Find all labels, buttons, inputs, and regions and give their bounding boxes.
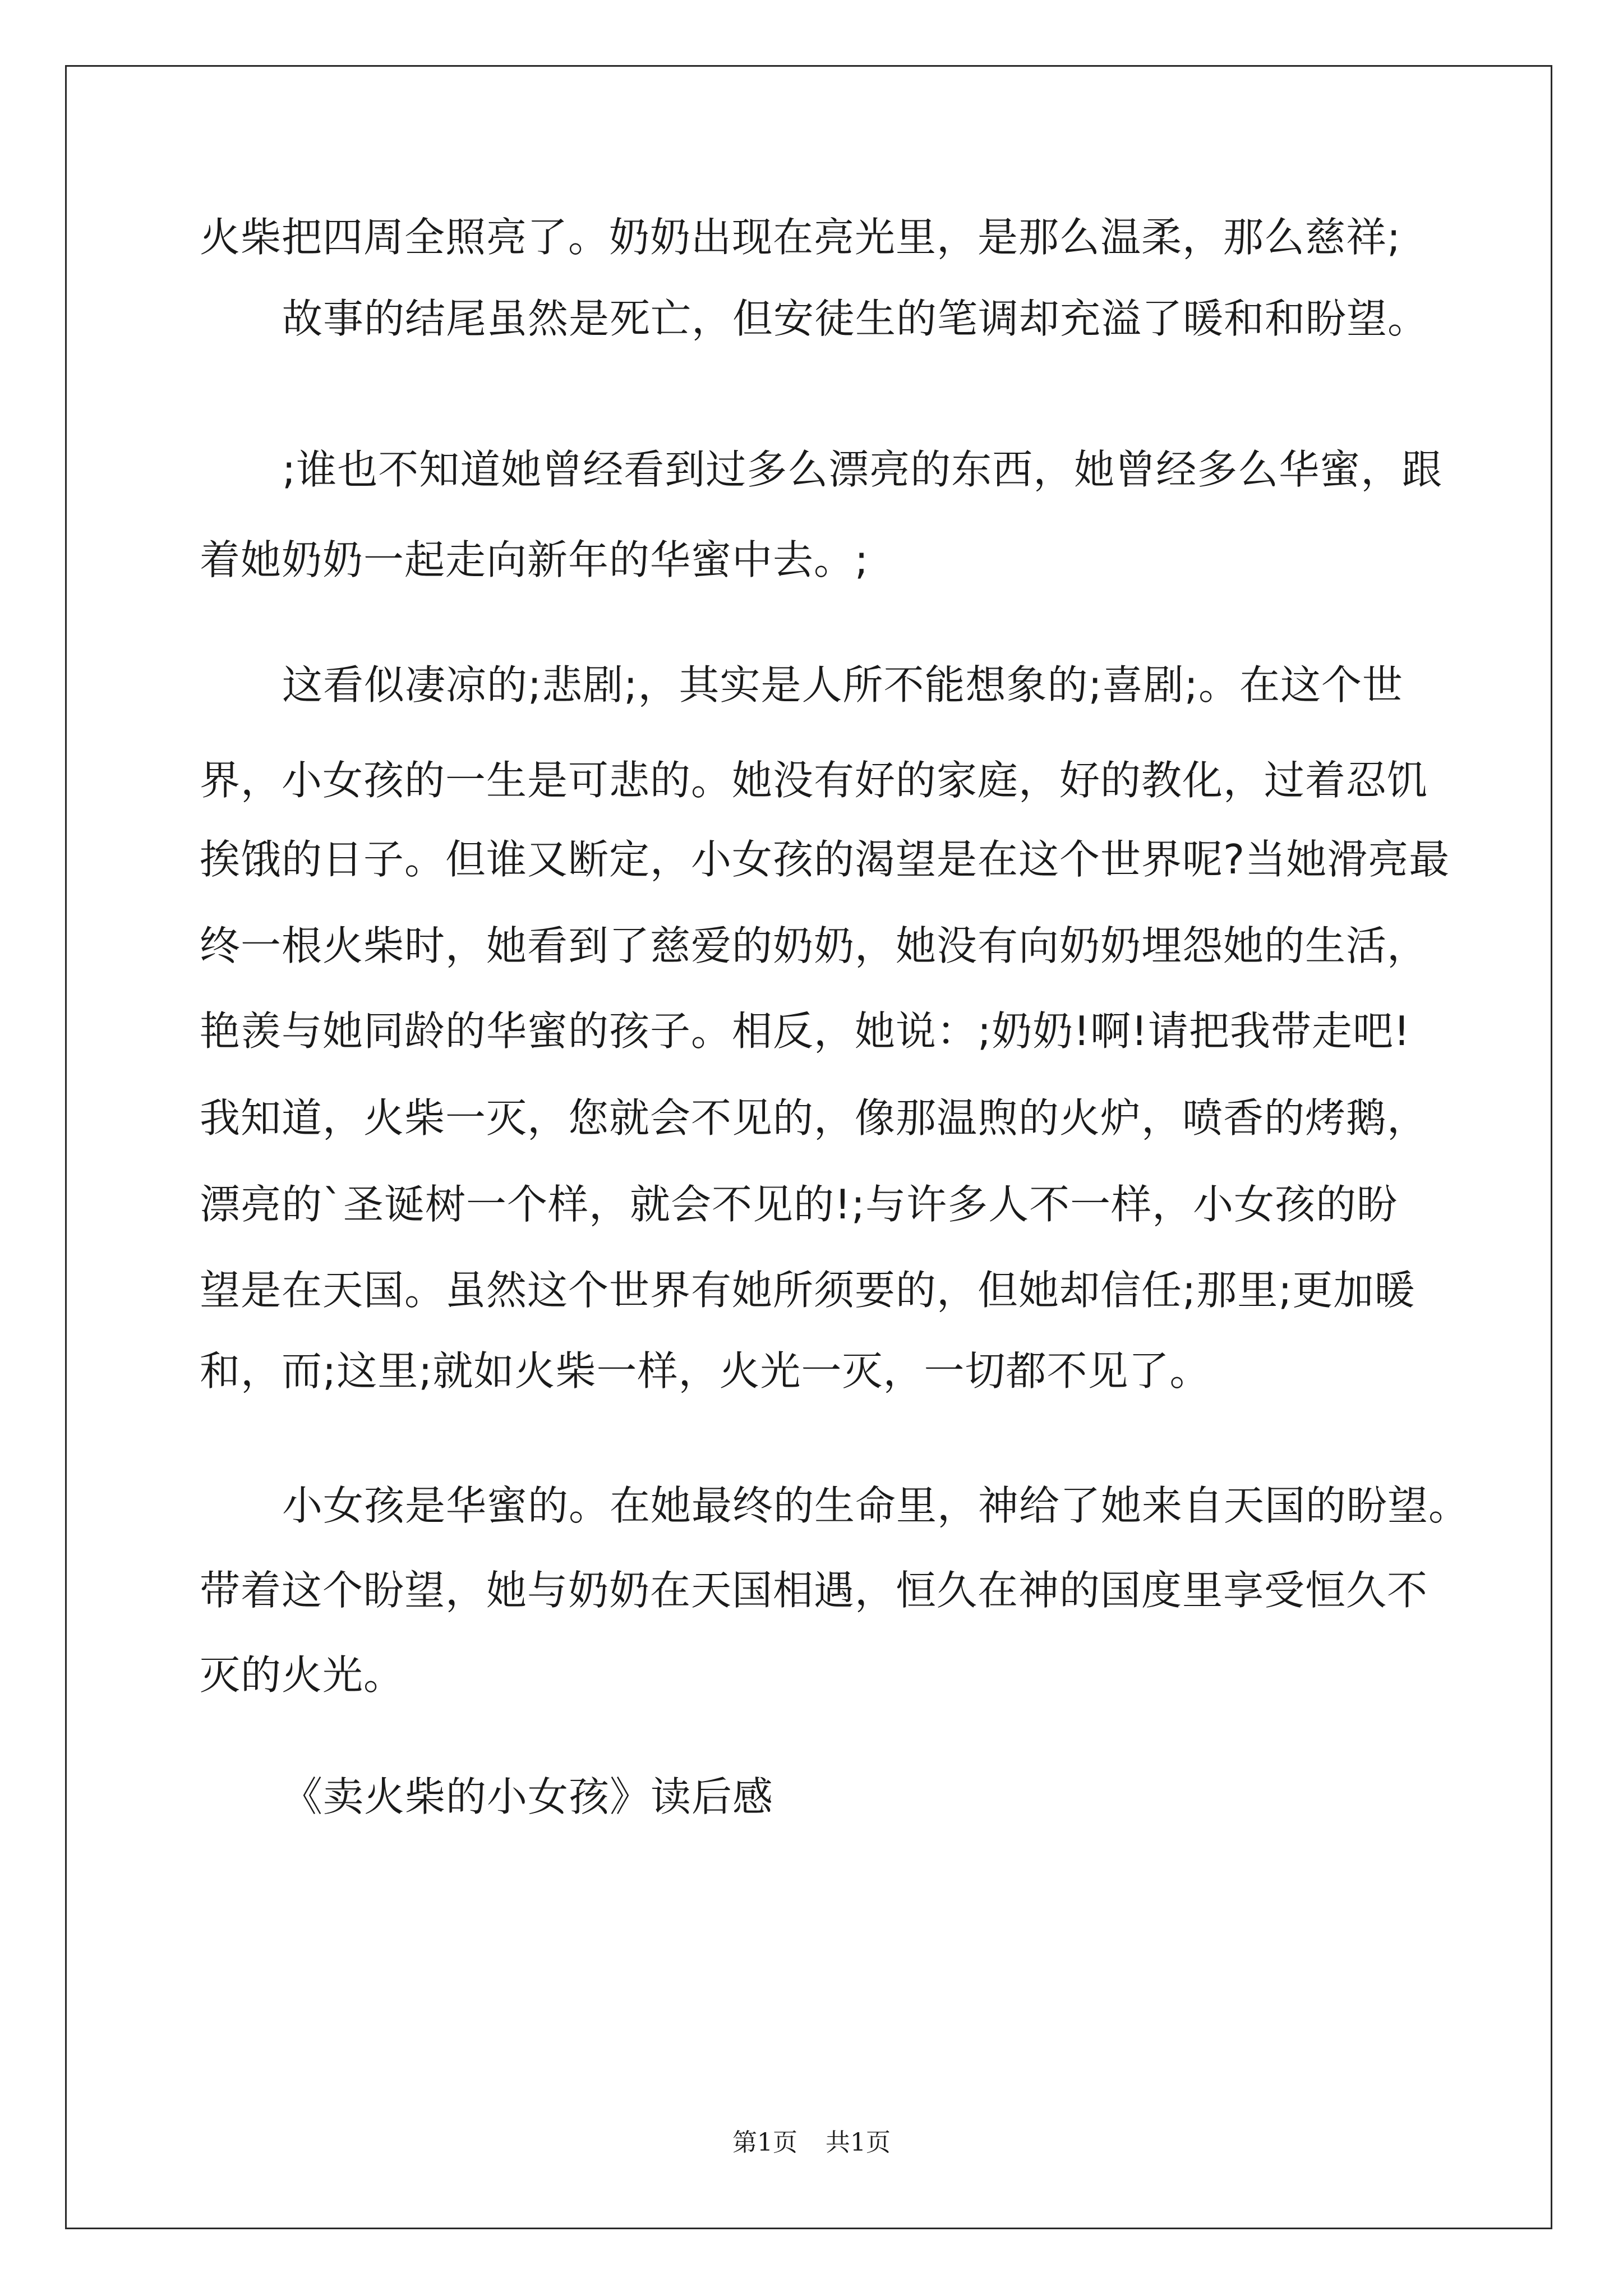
text-line-4: 着她奶奶一起走向新年的华蜜中去。; (200, 536, 869, 583)
text-line-5: 这看似凄凉的;悲剧;，其实是人所不能想象的;喜剧;。在这个世 (282, 661, 1404, 708)
text-line-6: 界，小女孩的一生是可悲的。她没有好的家庭，好的教化，过着忍饥 (200, 757, 1428, 804)
page-footer (0, 2122, 1623, 2158)
text-line-13: 和，而;这里;就如火柴一样，火光一灭，一切都不见了。 (200, 1347, 1211, 1395)
page-number: 第1页 (732, 2128, 797, 2157)
text-line-3: ;谁也不知道她曾经看到过多么漂亮的东西，她曾经多么华蜜，跟 (282, 446, 1443, 493)
text-line-2: 故事的结尾虽然是死亡，但安徒生的笔调却充溢了暖和和盼望。 (282, 295, 1429, 342)
text-line-15: 带着这个盼望，她与奶奶在天国相遇，恒久在神的国度里享受恒久不 (200, 1567, 1428, 1614)
page-total: 共1页 (826, 2128, 891, 2157)
text-line-16: 灭的火光。 (200, 1651, 405, 1699)
text-line-10: 我知道，火柴一灭，您就会不见的，像那温煦的火炉，喷香的烤鹅， (200, 1094, 1428, 1142)
section-heading: 《卖火柴的小女孩》读后感 (282, 1773, 774, 1820)
page-border (65, 65, 1552, 2229)
text-line-14: 小女孩是华蜜的。在她最终的生命里，神给了她来自天国的盼望。 (282, 1482, 1470, 1529)
text-line-9: 艳羡与她同龄的华蜜的孩子。相反，她说：;奶奶!啊!请把我带走吧! (200, 1007, 1410, 1055)
text-line-8: 终一根火柴时，她看到了慈爱的奶奶，她没有向奶奶埋怨她的生活， (200, 922, 1428, 969)
text-line-7: 挨饿的日子。但谁又断定，小女孩的渴望是在这个世界呢?当她滑亮最 (200, 836, 1450, 883)
text-line-11: 漂亮的`圣诞树一个样，就会不见的!;与许多人不一样，小女孩的盼 (200, 1181, 1398, 1228)
text-line-1: 火柴把四周全照亮了。奶奶出现在亮光里，是那么温柔，那么慈祥; (200, 214, 1401, 261)
text-line-12: 望是在天国。虽然这个世界有她所须要的，但她却信任;那里;更加暖 (200, 1267, 1415, 1314)
